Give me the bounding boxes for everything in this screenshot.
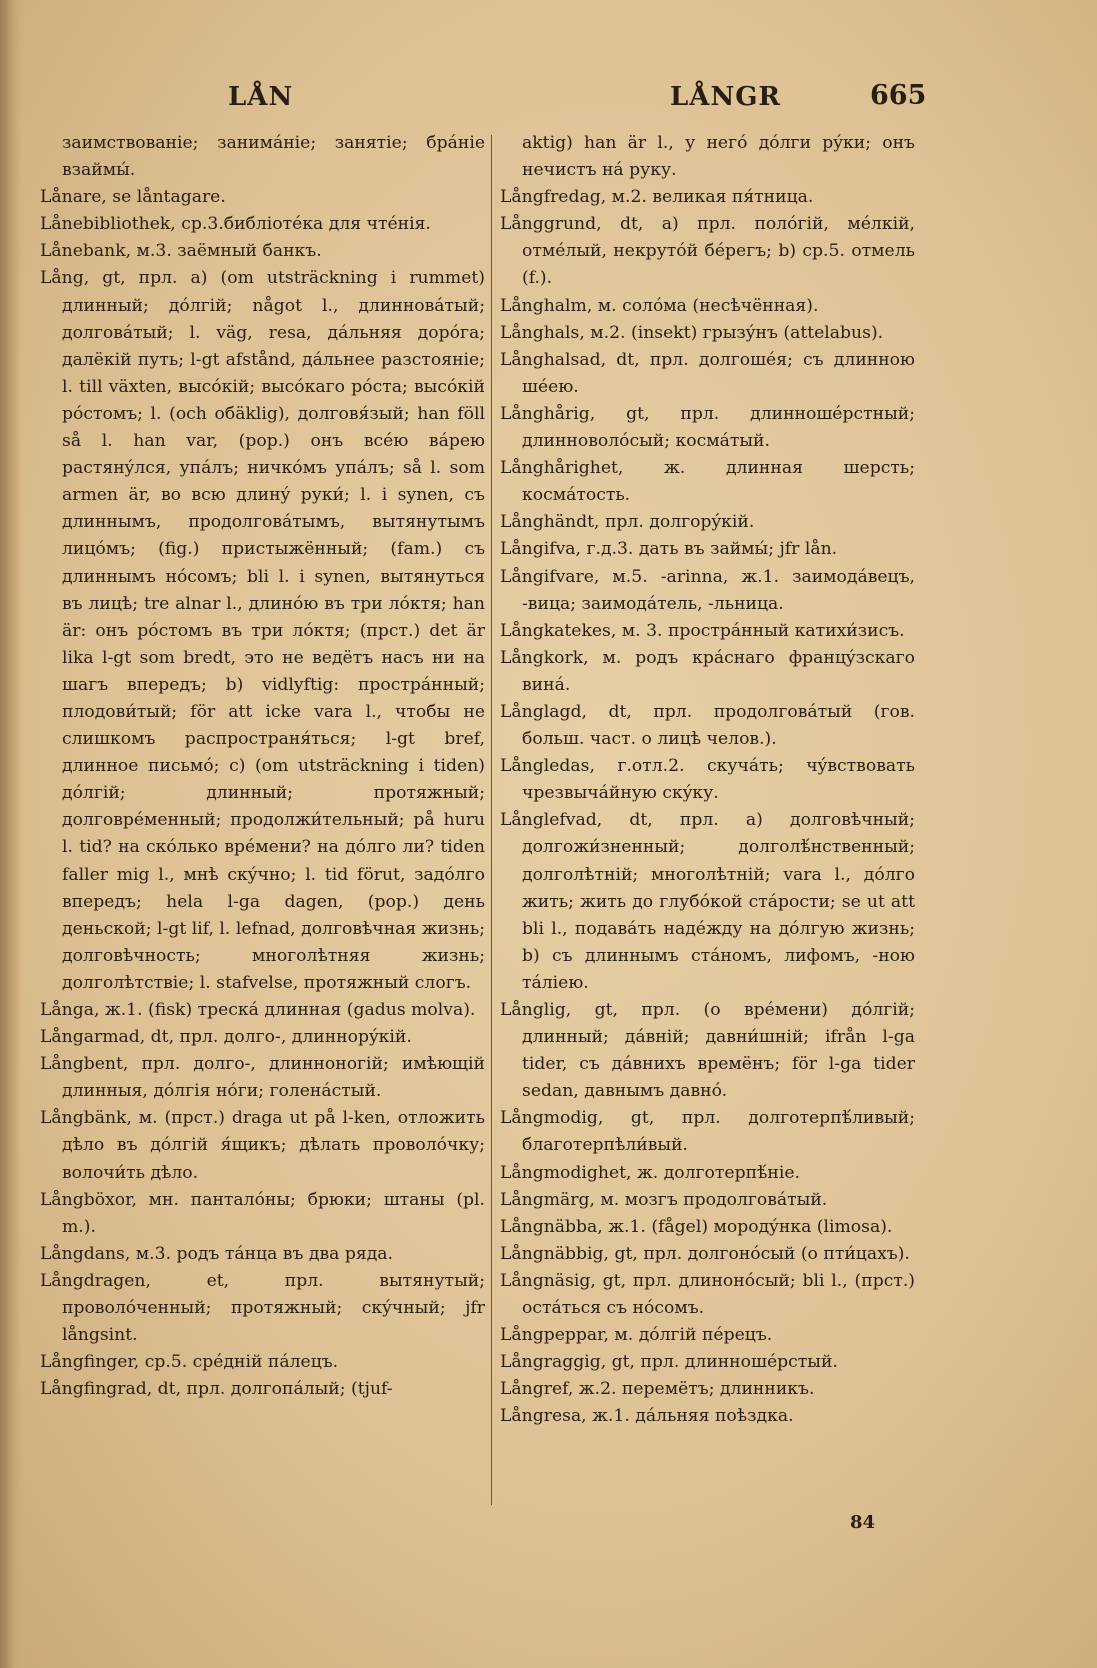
dictionary-entry: Långfinger, ср.5. срéдній пáлецъ. xyxy=(40,1352,339,1373)
page-number: 665 xyxy=(870,80,927,111)
dictionary-entry: Långnäbbig, gt, прл. долгонóсый (о пти́цахъ). xyxy=(500,1243,910,1264)
dictionary-entry: Långlig, gt, прл. (о врéмени) дóлгій; длинный; дáвній; давни́шній; ifrån l-ga tider, съ дáвнихъ времёнъ; för l-ga tider sedan, давнымъ давнó. xyxy=(500,1000,915,1102)
right-headword: LÅNGR xyxy=(670,82,782,112)
dictionary-entry: Långbent, прл. долго-, длинноногій; имѣющій длинныя, дóлгія нóги; голенáстый. xyxy=(40,1054,485,1102)
dictionary-entry: Långkatekes, м. 3. прострáнный катихи́зисъ. xyxy=(500,620,905,641)
dictionary-entry: Långböxor, мн. панталóны; брюки; штаны (pl. m.). xyxy=(40,1189,485,1237)
dictionary-entry: aktig) han är l., у негó дóлги рýки; онъ нечистъ нá руку. xyxy=(522,133,915,181)
dictionary-entry: Långhalm, м. солóма (несѣчённая). xyxy=(500,295,819,316)
dictionary-entry: Långa, ж.1. (fisk) трескá длинная (gadus molva). xyxy=(40,1000,476,1020)
dictionary-entry: Lånare, se låntagare. xyxy=(40,187,226,208)
dictionary-entry: Långresa, ж.1. дáльняя поѣздка. xyxy=(500,1406,794,1427)
dictionary-entry: Långhals, м.2. (insekt) грызýнъ (attelabus). xyxy=(500,322,884,343)
column-divider xyxy=(491,135,492,1505)
dictionary-entry: Långifvare, м.5. -arinna, ж.1. заимодáвецъ, -вица; заимодáтель, -льница. xyxy=(500,566,915,614)
dictionary-entry: Långlagd, dt, прл. продолговáтый (гов. больш. част. о лицѣ челов.). xyxy=(500,701,915,750)
dictionary-entry: Långhårig, gt, прл. длинношéрстный; длинноволóсый; космáтый. xyxy=(500,403,915,452)
left-headword: LÅN xyxy=(228,82,294,112)
page-gutter-shadow xyxy=(0,0,22,1668)
dictionary-entry: Långnäbba, ж.1. (fågel) мородýнка (limosa). xyxy=(500,1216,893,1237)
dictionary-entry: Långkork, м. родъ крáснаго францýзскаго винá. xyxy=(500,647,915,695)
dictionary-entry: Långhalsad, dt, прл. долгошéя; съ длинною шéею. xyxy=(500,349,915,397)
dictionary-entry: Långmodighet, ж. долготерпѣ́ніе. xyxy=(500,1162,800,1183)
dictionary-entry: Långpeppar, м. дóлгій пéрецъ. xyxy=(500,1325,773,1346)
dictionary-entry: Långarmad, dt, прл. долго-, длиннорýкій. xyxy=(40,1027,412,1048)
dictionary-entry: Lånebibliothek, ср.3.библіотéка для чтéнія. xyxy=(40,214,431,235)
dictionary-entry: Långfredag, м.2. великая пя́тница. xyxy=(500,187,814,208)
dictionary-entry: Långbänk, м. (прст.) draga ut på l-ken, отложить дѣло въ дóлгій я́щикъ; дѣлать проволóчку; волочи́ть дѣло. xyxy=(40,1108,485,1183)
signature-number: 84 xyxy=(850,1512,876,1533)
dictionary-entry: Långlefvad, dt, прл. a) долговѣчный; долгожи́зненный; долголѣ́нственный; долголѣтній; многолѣтній; vara l., дóлго жить; жить до глубóкой стáрости; se ut att bli l., подавáть надéжду на дóлгую жизнь; b) съ длиннымъ стáномъ, лифомъ, -ною тáліею. xyxy=(500,810,915,993)
left-column xyxy=(40,130,485,1403)
dictionary-entry: Långmärg, м. мозгъ продолговáтый. xyxy=(500,1189,828,1210)
dictionary-entry: Lånebank, м.3. заёмный банкъ. xyxy=(40,241,322,262)
dictionary-entry: Långledas, г.отл.2. скучáть; чýвствовать чрезвычáйную скýку. xyxy=(500,756,915,804)
dictionary-entry: Långraggig, gt, прл. длинношéрстый. xyxy=(500,1352,838,1373)
right-column xyxy=(500,130,915,1431)
dictionary-entry: Långhårighet, ж. длинная шерсть; космáтость. xyxy=(500,458,915,506)
dictionary-entry: Långmodig, gt, прл. долготерпѣ́ливый; благотерпѣли́вый. xyxy=(500,1108,915,1156)
dictionary-entry: Lång, gt, прл. a) (om utsträckning i rummet) длинный; дóлгій; något l., длинновáтый; долговáтый; l. väg, resa, дáльняя дорóга; далёкій путь; l-gt afstånd, дáльнее разстояніе; l. till växten, высóкій; высóкаго рóста; высóкій рóстомъ; l. (och oбäklig), долговя́зый; han föll så l. han var, (pop.) онъ всéю вáрею растянýлся, упáлъ; ничкóмъ упáлъ; så l. som armen är, во всю длинý руки́; l. i synen, съ длиннымъ, продолговáтымъ, вытянутымъ лицóмъ; (fig.) пристыжённый; (fam.) съ длиннымъ нóсомъ; bli l. i synen, вытянуться въ лицѣ; tre alnar l., длинóю въ три лóктя; han är: онъ рóстомъ въ три лóктя; (прст.) det är lika l-gt som bredt, это не ведётъ насъ ни на шагъ впередъ; b) vidlyftig: прострáнный; плодови́тый; för att icke vara l., чтобы не слишкомъ распространя́ться; l-gt bref, длинное письмó; c) (om utsträckning i tiden) дóлгій; длинный; протяжный; долговрéменный; продолжи́тельный; på huru l. tid? на скóлько врéмени? на дóлго ли? tiden faller mig l., мнѣ скýчно; l. tid förut, задóлго впередъ; hela l-ga dagen, (pop.) день деньской; l-gt lif, l. lefnad, долговѣчная жизнь; долговѣчность; многолѣтняя жизнь; долголѣтствіе; l. stafvelse, протяжный слогъ. xyxy=(40,268,485,993)
dictionary-entry: Långdans, м.3. родъ тáнца въ два ряда. xyxy=(40,1243,393,1264)
running-header xyxy=(40,82,1040,116)
dictionary-entry: Långifva, г.д.3. дать въ займы́; jfr lån. xyxy=(500,539,838,560)
dictionary-entry: Långdragen, et, прл. вытянутый; проволóченный; протяжный; скýчный; jfr långsint. xyxy=(40,1270,485,1346)
dictionary-entry: заимствованіе; занимáніе; занятіе; брáніе взаймы́. xyxy=(62,133,485,181)
dictionary-entry: Långnäsig, gt, прл. длинонóсый; bli l., (прст.) остáться съ нóсомъ. xyxy=(500,1270,915,1319)
dictionary-entry: Långhändt, прл. долгорýкій. xyxy=(500,512,755,533)
dictionary-entry: Långfingrad, dt, прл. долгопáлый; (tjuf- xyxy=(40,1379,393,1400)
dictionary-entry: Långgrund, dt, a) прл. полóгій, мéлкій, отмéлый, некрутóй бéрегъ; b) ср.5. отмель (f.). xyxy=(500,214,915,289)
dictionary-entry: Långref, ж.2. перемётъ; длинникъ. xyxy=(500,1379,815,1400)
